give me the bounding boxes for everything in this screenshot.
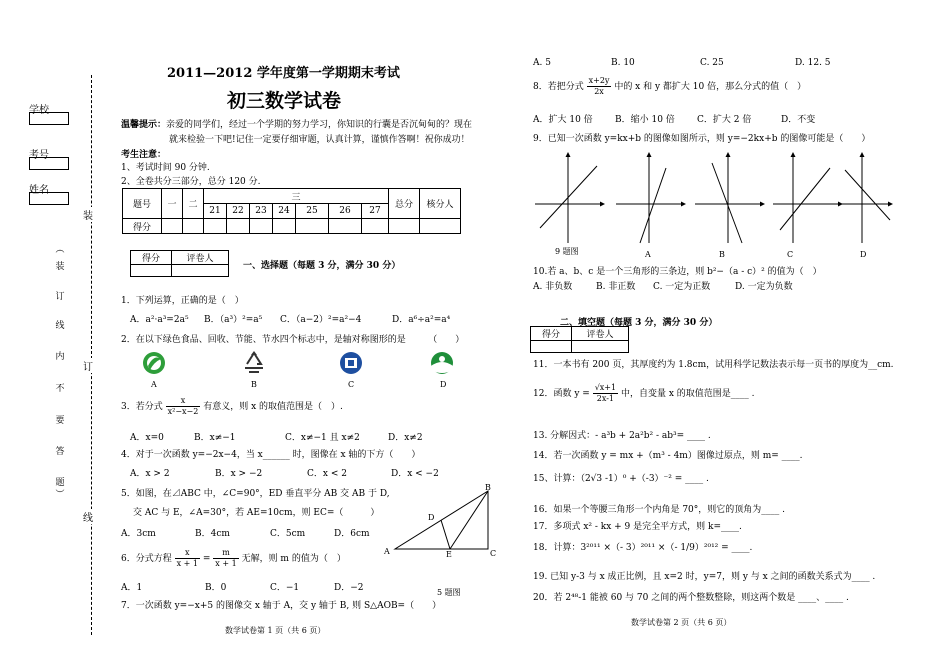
binding-char-zhuang: 装 xyxy=(83,207,93,222)
q8-text-post: 中的 x 和 y 都扩大 10 倍，那么分式的值（ ） xyxy=(614,82,807,92)
q6-option: C．−1 xyxy=(270,583,300,593)
water-saving-logo-icon xyxy=(428,350,458,378)
q7-option: C. 25 xyxy=(700,58,724,68)
page-1-footer: 数学试卷第 1 页（共 6 页） xyxy=(225,626,326,635)
q4-option: D．x < −2 xyxy=(391,469,439,479)
grader-score-cell[interactable] xyxy=(131,265,172,277)
q3-fraction xyxy=(166,396,201,417)
q7-option: A. 5 xyxy=(533,58,551,68)
note-2: 2、全卷共分三部分，总分 120 分. xyxy=(121,177,261,187)
binding-note-char: 答 xyxy=(55,447,65,457)
score-sub-col: 21 xyxy=(204,204,227,219)
question-2: 2．在以下绿色食品、回收、节能、节水四个标志中，是轴对称图形的是 （ ） xyxy=(121,335,465,345)
school-label: 学校 xyxy=(29,105,49,116)
grader-name-cell[interactable] xyxy=(172,265,229,277)
q8-numerator: x+2y xyxy=(588,76,610,85)
score-cell[interactable] xyxy=(227,219,250,234)
section-2-title: 二、填空题（每题 3 分，满分 30 分） xyxy=(560,318,718,328)
q6-text: 6．分式方程 xyxy=(121,554,172,564)
question-15: 15、计算：（2√3 -1）⁰ +（-3）⁻² = ____ . xyxy=(533,474,709,484)
q7-option: B. 10 xyxy=(611,58,635,68)
binding-note-char: 不 xyxy=(55,384,65,394)
score-cell[interactable] xyxy=(329,219,362,234)
school-field[interactable] xyxy=(29,112,69,125)
q7-option: D. 12. 5 xyxy=(795,58,831,68)
question-12 xyxy=(533,383,755,404)
graph-label-a: A xyxy=(645,250,651,259)
score-header-label: 题号 xyxy=(123,189,162,219)
binding-note-char: 线 xyxy=(55,321,65,331)
graph-option-d[interactable] xyxy=(830,153,892,243)
q6-equals: = xyxy=(202,554,211,564)
tip-label: 温馨提示： xyxy=(121,120,167,130)
q10-option: B. 非正数 xyxy=(596,282,636,292)
q3-option: D．x≠2 xyxy=(388,433,423,443)
score-cell[interactable] xyxy=(362,219,389,234)
q6-numerator-1: x xyxy=(175,548,200,559)
q6-fraction-1 xyxy=(175,548,200,569)
page-2-footer: 数学试卷第 2 页（共 6 页） xyxy=(631,618,732,627)
energy-saving-logo-icon xyxy=(337,350,367,378)
exam-subtitle: 初三数学试卷 xyxy=(227,90,342,112)
q12-denominator: 2x-1 xyxy=(596,394,615,403)
question-18: 18．计算：3²⁰¹¹ ×（- 3）²⁰¹¹ ×（- 1/9）²⁰¹² = ____. xyxy=(533,543,753,553)
score-sub-col: 23 xyxy=(250,204,273,219)
q3-option: C．x≠−1 且 x≠2 xyxy=(285,433,360,443)
question-10: 10.若 a、b、c 是一个三角形的三条边，则 b²−（a - c）² 的值为（ ） xyxy=(533,267,822,277)
q4-option: A．x > 2 xyxy=(130,469,170,479)
score-sub-col: 22 xyxy=(227,204,250,219)
q8-option: C．扩大 2 倍 xyxy=(697,115,752,125)
score-header-part1: 一 xyxy=(162,189,183,219)
question-9: 9．已知一次函数 y=kx+b 的图像如图所示，则 y=−2kx+b 的图像可能是（ ） xyxy=(533,134,871,144)
q12-fraction xyxy=(593,383,618,404)
q12-numerator: √x+1 xyxy=(594,383,617,392)
q4-option: C．x < 2 xyxy=(307,469,347,479)
binding-note-char: ︶ xyxy=(55,490,65,500)
binding-char-ding: 订 xyxy=(83,358,93,373)
question-14: 14．若一次函数 y = mx +（m³ - 4m）图像过原点，则 m= ____. xyxy=(533,451,803,461)
score-header-total: 总分 xyxy=(389,189,420,219)
binding-note-char: 装 xyxy=(55,262,65,272)
question-16: 16．如果一个等腰三角形一个内角是 70°，则它的顶角为____ . xyxy=(533,505,785,515)
binding-note-char: 内 xyxy=(55,352,65,362)
q2-label: A xyxy=(151,380,157,389)
grader-table-1 xyxy=(130,250,229,277)
q4-option: B．x > −2 xyxy=(215,469,263,479)
graph-option-a[interactable] xyxy=(616,153,685,243)
section-1-title: 一、选择题（每题 3 分，满分 30 分） xyxy=(243,261,401,271)
fig5-label-a: A xyxy=(384,547,390,556)
score-header-part3: 三 xyxy=(204,189,389,204)
q6-option: D．−2 xyxy=(334,583,364,593)
fig5-label-e: E xyxy=(446,550,452,559)
tip-line-1 xyxy=(121,117,472,130)
q6-denominator-1: x + 1 xyxy=(176,559,198,568)
question-20: 20．若 2⁴⁸-1 能被 60 与 70 之间的两个整数整除，则这两个数是 ____、____ . xyxy=(533,593,849,603)
binding-note-char: 题 xyxy=(55,478,65,488)
score-cell[interactable] xyxy=(162,219,183,234)
q1-option: B．（a³）²=a⁵ xyxy=(204,315,263,325)
question-7: 7．一次函数 y=−x+5 的图像交 x 轴于 A，交 y 轴于 B, 则 S△AOB=（ ） xyxy=(121,601,442,611)
fig5-label-c: C xyxy=(490,549,497,558)
exam-number-field[interactable] xyxy=(29,157,69,170)
score-header-part2: 二 xyxy=(183,189,204,219)
graph-label-c: C xyxy=(787,250,794,259)
q5-option: B．4cm xyxy=(195,529,230,539)
binding-note-char: 要 xyxy=(55,416,65,426)
exam-number-label: 考号 xyxy=(29,150,49,161)
grader-score-label: 得分 xyxy=(531,327,572,341)
fig5-label-d: D xyxy=(428,513,435,522)
q8-denominator: 2x xyxy=(594,87,604,96)
q6-option: A．1 xyxy=(121,583,143,593)
score-sub-col: 27 xyxy=(362,204,389,219)
fig5-caption: 5 题图 xyxy=(437,588,461,597)
question-3 xyxy=(121,396,343,417)
binding-line xyxy=(91,75,92,635)
q3-option: B．x≠−1 xyxy=(194,433,236,443)
question-5-line-2: 交 AC 与 E，∠A=30°，若 AE=10cm，则 EC=（ ） xyxy=(133,508,380,518)
q2-label: C xyxy=(348,380,355,389)
name-field[interactable] xyxy=(29,192,69,205)
q6-option: B．0 xyxy=(205,583,227,593)
q3-option: A．x=0 xyxy=(130,433,164,443)
q5-option: D．6cm xyxy=(334,529,370,539)
q8-fraction xyxy=(587,76,612,97)
score-cell[interactable] xyxy=(250,219,273,234)
q2-label: B xyxy=(251,380,257,389)
question-17: 17．多项式 x² - kx + 9 是完全平方式，则 k=____. xyxy=(533,522,742,532)
notes-title: 考生注意： xyxy=(121,150,167,160)
green-food-logo-icon xyxy=(140,350,170,378)
q10-option: D. 一定为负数 xyxy=(735,282,793,292)
exam-title: 2011—2012 学年度第一学期期末考试 xyxy=(167,66,400,81)
binding-char-xian: 线 xyxy=(83,509,93,524)
grader-score-cell[interactable] xyxy=(531,341,572,353)
q6-text-post: 无解，则 m 的值为（ ） xyxy=(241,554,346,564)
q3-text: 3．若分式 xyxy=(121,402,163,412)
grader-table-2 xyxy=(530,326,629,353)
score-sub-col: 24 xyxy=(273,204,296,219)
question-13: 13. 分解因式：- a³b + 2a²b² - ab³= ____ . xyxy=(533,431,711,441)
graph-caption-9: 9 题图 xyxy=(555,247,579,256)
q6-fraction-2 xyxy=(213,548,238,569)
graph-option-b[interactable] xyxy=(695,153,764,243)
graph-q9-main xyxy=(535,153,604,243)
score-cell[interactable] xyxy=(183,219,204,234)
score-cell[interactable] xyxy=(420,219,461,234)
graph-option-c[interactable] xyxy=(773,153,842,243)
q8-text: 8．若把分式 xyxy=(533,82,584,92)
binding-note-char: ︵ xyxy=(55,245,65,255)
question-5-line-1: 5．如图，在⊿ABC 中，∠C=90°，ED 垂直平分 AB 交 AB 于 D, xyxy=(121,489,390,499)
graph-label-b: B xyxy=(719,250,725,259)
q3-numerator: x xyxy=(166,396,201,407)
question-1: 1．下列运算，正确的是（ ） xyxy=(121,296,244,306)
fig5-label-b: B xyxy=(485,483,491,492)
q8-option: D．不变 xyxy=(781,115,816,125)
grader-score-label: 得分 xyxy=(131,251,172,265)
grader-name-cell[interactable] xyxy=(572,341,629,353)
q3-text-post: 有意义，则 x 的取值范围是（ ）. xyxy=(203,402,343,412)
score-sub-col: 26 xyxy=(329,204,362,219)
score-cell[interactable] xyxy=(273,219,296,234)
question-4: 4．对于一次函数 y=−2x−4，当 x______ 时，图像在 x 轴的下方（ ） xyxy=(121,450,421,460)
binding-note-char: 订 xyxy=(55,292,65,302)
q1-option: C．（a−2）²=a²−4 xyxy=(280,315,362,325)
tip-text-2: 就来检验一下吧!记住一定要仔细审题，认真计算，谨慎作答啊！祝你成功！ xyxy=(169,135,470,145)
q12-text: 12．函数 y = xyxy=(533,389,590,399)
score-header-checker: 核分人 xyxy=(420,189,461,219)
q8-option: B．缩小 10 倍 xyxy=(615,115,675,125)
question-6 xyxy=(121,548,346,569)
figure-5-triangle xyxy=(385,485,500,565)
grader-name-label: 评卷人 xyxy=(572,327,629,341)
q5-option: C．5cm xyxy=(270,529,306,539)
question-11: 11．一本书有 200 页，其厚度约为 1.8cm，试用科学记数法表示每一页书的厚度为__cm. xyxy=(533,360,894,370)
q10-option: A. 非负数 xyxy=(533,282,573,292)
score-cell[interactable] xyxy=(204,219,227,234)
name-label: 姓名 xyxy=(29,185,49,196)
q1-option: A．a²·a³=2a⁵ xyxy=(130,315,189,325)
score-cell[interactable] xyxy=(389,219,420,234)
score-sub-col: 25 xyxy=(296,204,329,219)
q10-option: C. 一定为正数 xyxy=(653,282,711,292)
q2-label: D xyxy=(440,380,447,389)
q3-denominator: x²−x−2 xyxy=(167,407,199,416)
q1-option: D．a⁶÷a²=a⁴ xyxy=(392,315,451,325)
note-1: 1、考试时间 90 分钟. xyxy=(121,163,210,173)
q5-option: A．3cm xyxy=(121,529,156,539)
score-cell[interactable] xyxy=(296,219,329,234)
question-8 xyxy=(533,76,806,97)
q12-text-post: 中，自变量 x 的取值范围是____ . xyxy=(620,389,755,399)
recycle-logo-icon xyxy=(240,350,270,378)
tip-text-1: 亲爱的同学们，经过一个学期的努力学习，你知识的行囊是否沉甸甸的？现在 xyxy=(166,120,473,130)
q6-numerator-2: m xyxy=(213,548,238,559)
q8-option: A．扩大 10 倍 xyxy=(533,115,593,125)
score-row-label: 得分 xyxy=(123,219,162,234)
graph-label-d: D xyxy=(860,250,867,259)
q9-graphs xyxy=(530,148,900,248)
question-19: 19. 已知 y-3 与 x 成正比例，且 x=2 时，y=7，则 y 与 x 之间的函数关系式为____ . xyxy=(533,572,876,582)
q6-denominator-2: x + 1 xyxy=(215,559,237,568)
score-table xyxy=(122,188,461,234)
grader-name-label: 评卷人 xyxy=(172,251,229,265)
